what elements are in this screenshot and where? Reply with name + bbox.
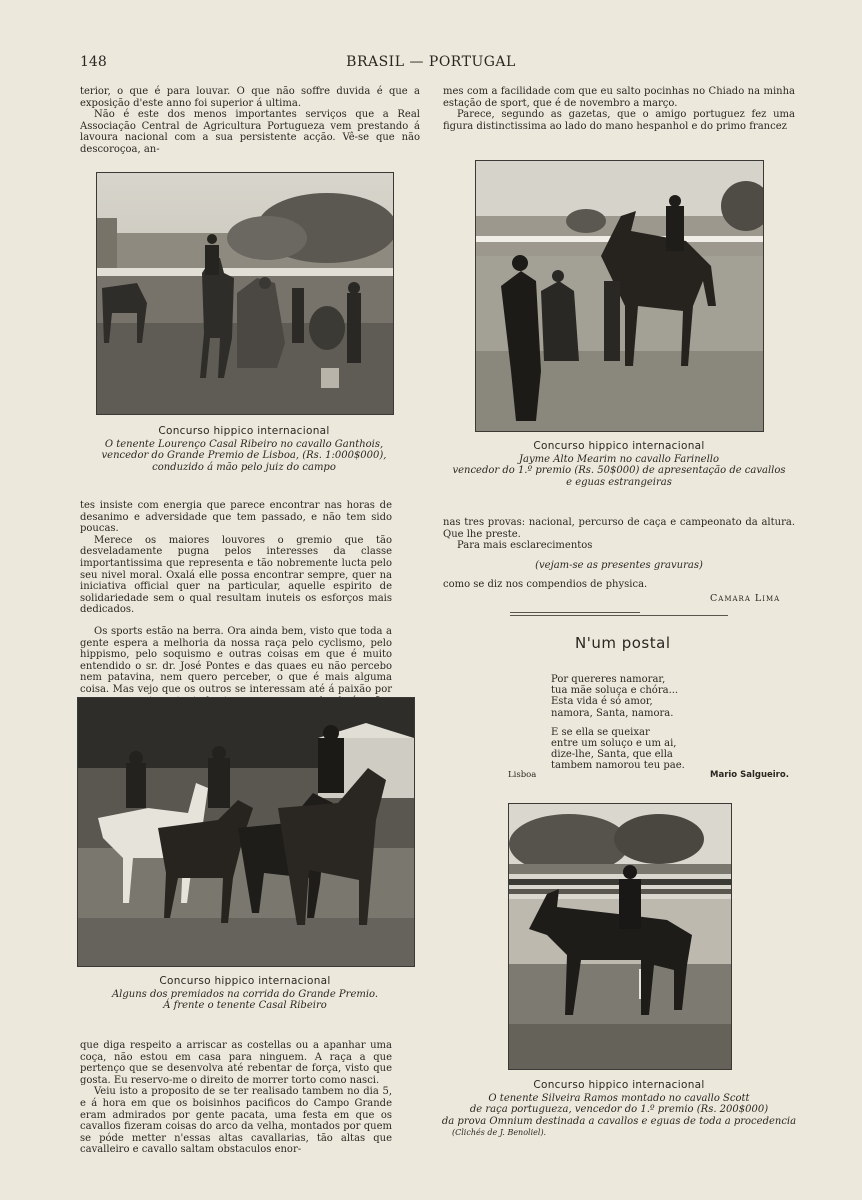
caption-title: Concurso hippico internacional: [159, 975, 331, 987]
left-top-text: [80, 86, 420, 156]
caption-line: Alguns dos premiados na corrida do Grande Premio.: [111, 988, 379, 1000]
paragraph: Os sports estão na berra. Ora ainda bem, visto que toda a gente espera a melhoria da nossa raça pelo cyclismo, pelo hippismo, pelo soquismo e outras coisas em que é muito entendido o sr. dr. José Pontes e das quaes eu não percebo nem patavina, nem quero perceber, o que é mais alguma coisa. Mas vejo que os outros se interessam até á paixão por: [80, 625, 392, 695]
poem-line: dize-lhe, Santa, que ella: [551, 749, 673, 761]
left-mid-text: [80, 500, 392, 719]
caption-line: de raça portugueza, vencedor do 1.º premio (Rs. 200$000): [469, 1104, 769, 1115]
caption-title: Concurso hippico internacional: [533, 1079, 705, 1091]
page-header: [0, 54, 862, 76]
paragraph: nas tres provas: nacional, percurso de caça e campeonato da altura. Que lhe preste.: [443, 517, 795, 540]
poem-line: tua mãe soluça e chóra...: [551, 685, 679, 697]
caption-line: O tenente Silveira Ramos montado no cavallo Scott: [488, 1092, 750, 1104]
page-number: 148: [80, 54, 107, 70]
divider: [510, 612, 640, 613]
photo4-caption: [440, 1080, 798, 1139]
photo-premiados-grande-premio: [77, 697, 415, 967]
poem-place: Lisboa: [508, 770, 537, 780]
photo3-caption: [77, 976, 413, 1012]
paragraph: Veiu isto a proposito de se ter realisado tambem no dia 5, e á hora em que os boisinhos pacificos do Campo Grande eram admirados por gente pacata, uma festa em que os cavallos fizeram coisas do arco da velha, montados por quem se póde metter n'essas altas cavallarias, tão altas que cavalleiro e cavallo saltam obstaculos enor-: [80, 1086, 392, 1156]
caption-line: da prova Omnium destinada a cavallos e eguas de toda a procedencia: [441, 1115, 797, 1127]
paragraph: Para mais esclarecimentos: [457, 540, 593, 552]
running-title: BRASIL — PORTUGAL: [346, 54, 516, 70]
photo-lourenco-casal-ribeiro: [96, 172, 394, 415]
poem-author: Mario Salgueiro.: [710, 770, 789, 780]
poem-body: [551, 674, 731, 780]
photo-silveira-ramos: [508, 803, 732, 1070]
caption-line: conduzido á mão pelo juiz do campo: [152, 461, 336, 473]
paragraph: Não é este dos menos importantes serviços que a Real Associação Central de Agricultura Portugueza vem prestando á lavoura nacional com a sua persistente acção. Vê-se que não descoroçoa, an-: [80, 109, 420, 155]
caption-title: Concurso hippico internacional: [533, 440, 705, 452]
left-bottom-text: [80, 1040, 392, 1156]
caption-line: e eguas estrangeiras: [566, 476, 672, 488]
paragraph: (vejam-se as presentes gravuras): [535, 559, 703, 571]
paragraph: como se diz nos compendios de physica.: [443, 579, 648, 591]
paragraph: Merece os maiores louvores o gremio que tão desveladamente pugna pelos interesses da classe importantissima que representa e tão nobremente lucta pelo seu nivel moral. Oxalá elle possa encontrar sempre, quer na iniciativa official quer na particular, aquelle espirito de solidariedade sem o qual resultam inuteis os esforços mais dedicados.: [80, 534, 392, 616]
photo1-caption: [96, 426, 392, 473]
photo-credit: (Clichés de J. Benoliel).: [452, 1128, 547, 1137]
poem-stanza: [551, 727, 731, 772]
right-mid-text: [443, 517, 795, 591]
paragraph: tes insiste com energia que parece encontrar nas horas de desanimo e adversidade que tem passado, e não tem sido poucas.: [80, 500, 392, 535]
poem-line: Esta vida é só amor,: [551, 696, 653, 708]
poem-line: Por quereres namorar,: [551, 674, 666, 685]
photo-jayme-alto-mearim: [475, 160, 764, 432]
caption-title: Concurso hippico internacional: [158, 425, 330, 437]
caption-line: vencedor do Grande Premio de Lisboa, (Rs. 1:000$000),: [101, 450, 387, 461]
paragraph: terior, o que é para louvar. O que não soffre duvida é que a exposição d'este anno foi superior á ultima.: [80, 86, 420, 109]
caption-line: Á frente o tenente Casal Ribeiro: [163, 1000, 327, 1011]
divider: [510, 615, 728, 616]
paragraph: mes com a facilidade com que eu salto pocinhas no Chiado na minha estação de sport, que é de novembro a março.: [443, 86, 795, 109]
caption-line: vencedor do 1.º premio (Rs. 50$000) de apresentação de cavallos: [452, 465, 786, 476]
paragraph: que diga respeito a arriscar as costellas ou a apanhar uma coça, não estou em casa para ninguem. A raça a que pertenço que se desenvolva até rebentar de força, visto que gosta. Eu reservo-me o direito de morrer torto como nasci.: [80, 1040, 392, 1086]
poem-line: entre um soluço e um ai,: [551, 738, 677, 750]
poem-stanza: [551, 674, 731, 719]
poem-line: tambem namorou teu pae.: [551, 760, 685, 772]
photo2-caption: [440, 441, 798, 488]
caption-line: Jayme Alto Mearim no cavallo Farinello: [519, 453, 719, 465]
poem-line: namora, Santa, namora.: [551, 707, 674, 719]
caption-line: O tenente Lourenço Casal Ribeiro no cavallo Ganthois,: [104, 438, 384, 450]
paragraph: Parece, segundo as gazetas, que o amigo portuguez fez uma figura distinctissima ao lado do mano hespanhol e do primo francez: [443, 109, 795, 132]
author-signature: Camara Lima: [710, 593, 781, 604]
right-top-text: [443, 86, 795, 132]
poem-line: E se ella se queixar: [551, 726, 650, 738]
poem-title: N'um postal: [575, 634, 671, 652]
